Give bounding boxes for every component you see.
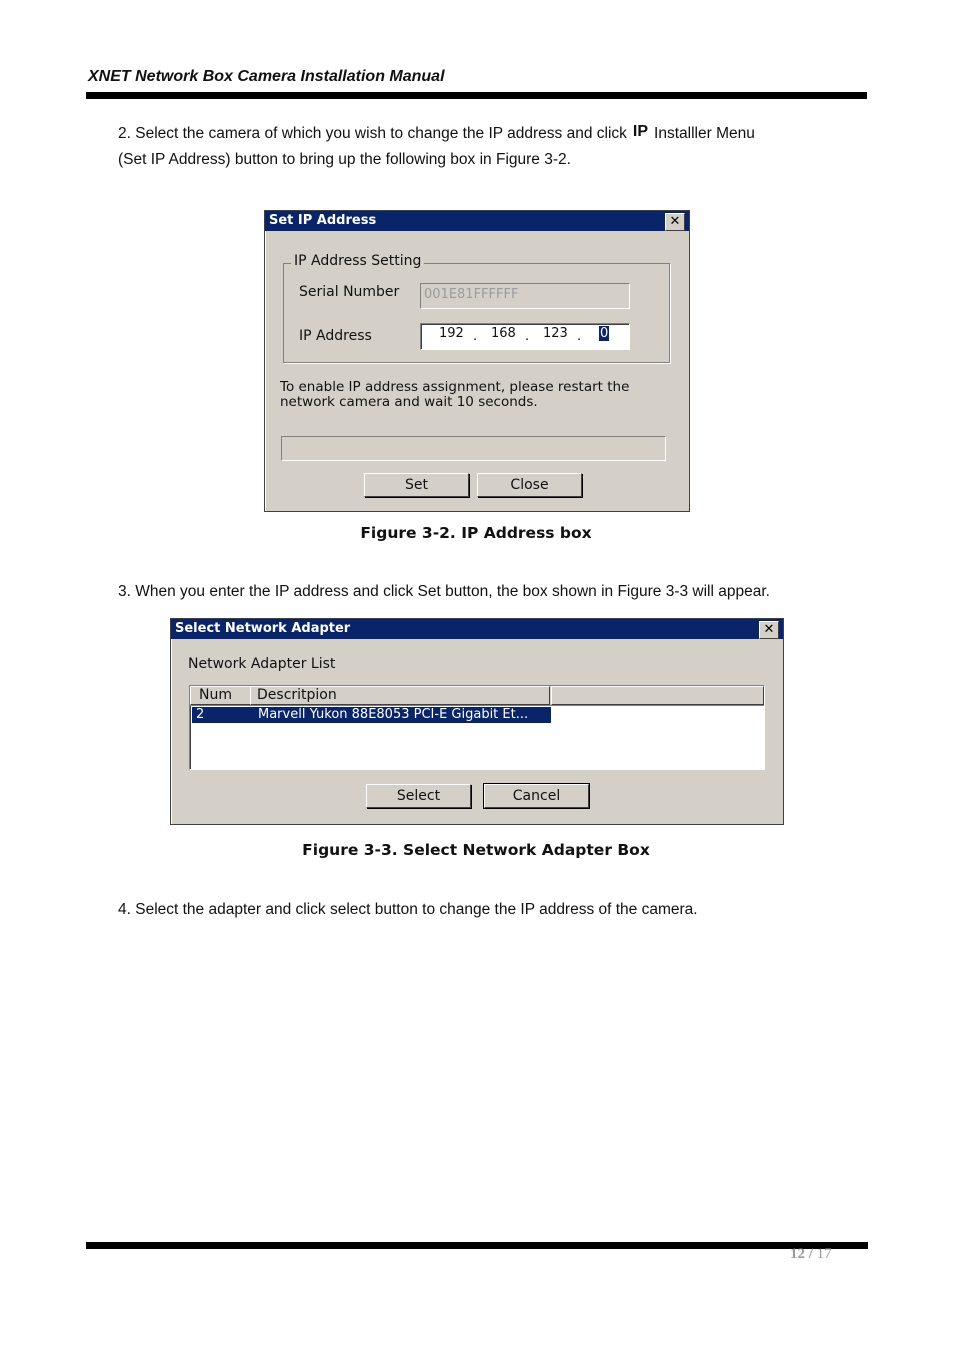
serial-number-value: 001E81FFFFFF: [424, 287, 519, 302]
select-network-adapter-dialog: [170, 618, 784, 825]
dialog-titlebar: [265, 211, 689, 231]
header-rule: [86, 92, 867, 99]
row-description: Marvell Yukon 88E8053 PCI-E Gigabit Et...: [258, 707, 529, 722]
column-header-description[interactable]: Descritpion: [250, 686, 550, 705]
ip-address-input[interactable]: [420, 323, 630, 350]
close-icon[interactable]: ✕: [759, 621, 779, 639]
set-ip-address-dialog: [264, 210, 690, 512]
ip-dot: .: [525, 329, 530, 344]
network-adapter-list-label: Network Adapter List: [188, 656, 336, 672]
ip-octet-1[interactable]: 192: [439, 326, 464, 341]
step-2-line-2: (Set IP Address) button to bring up the following box in Figure 3-2.: [118, 151, 571, 168]
serial-number-label: Serial Number: [299, 284, 400, 300]
page-total: 17: [816, 1246, 832, 1262]
ip-dot: .: [473, 329, 478, 344]
network-adapter-list[interactable]: [189, 685, 765, 770]
step-4: 4. Select the adapter and click select button to change the IP address of the camera.: [118, 901, 698, 918]
figure-3-3-caption: Figure 3-3. Select Network Adapter Box: [302, 841, 650, 859]
table-row[interactable]: [192, 707, 551, 723]
group-label: IP Address Setting: [291, 253, 424, 269]
ip-octet-4[interactable]: 0: [600, 326, 609, 341]
close-icon[interactable]: ✕: [665, 213, 685, 231]
dialog-title: Select Network Adapter: [175, 621, 351, 636]
cancel-button[interactable]: Cancel: [484, 784, 589, 808]
ip-address-label: IP Address: [299, 328, 372, 344]
dialog-title: Set IP Address: [269, 213, 377, 228]
restart-notice-line-2: network camera and wait 10 seconds.: [280, 394, 538, 410]
step-2-text-a: 2. Select the camera of which you wish to change the IP address and click: [118, 125, 627, 142]
ip-octet-3[interactable]: 123: [543, 326, 568, 341]
column-header-empty: [551, 686, 764, 705]
restart-notice: [280, 380, 629, 410]
select-button[interactable]: Select: [366, 784, 471, 808]
step-3: 3. When you enter the IP address and click Set button, the box shown in Figure 3-3 will appear.: [118, 583, 770, 600]
page-separator: /: [808, 1246, 813, 1262]
dialog-titlebar: [171, 619, 783, 639]
column-header-num[interactable]: Num: [190, 686, 259, 705]
page-current: 12: [790, 1246, 805, 1262]
ip-installer-icon: IP: [632, 123, 649, 140]
restart-notice-line-1: To enable IP address assignment, please restart the: [280, 379, 630, 395]
document-header-title: XNET Network Box Camera Installation Manual: [88, 68, 445, 85]
progress-bar: [281, 436, 666, 461]
ip-dot: .: [577, 329, 582, 344]
set-button[interactable]: Set: [364, 473, 469, 497]
step-2-text-b: Installler Menu: [654, 125, 755, 142]
footer-rule: [86, 1242, 868, 1249]
ip-octet-2[interactable]: 168: [491, 326, 516, 341]
close-button[interactable]: Close: [477, 473, 582, 497]
step-2-line-1: [118, 118, 755, 147]
list-header: [190, 686, 764, 706]
row-num: 2: [196, 707, 205, 722]
page-number: [790, 1246, 832, 1263]
figure-3-2-caption: Figure 3-2. IP Address box: [360, 524, 592, 542]
serial-number-field: [420, 283, 630, 309]
